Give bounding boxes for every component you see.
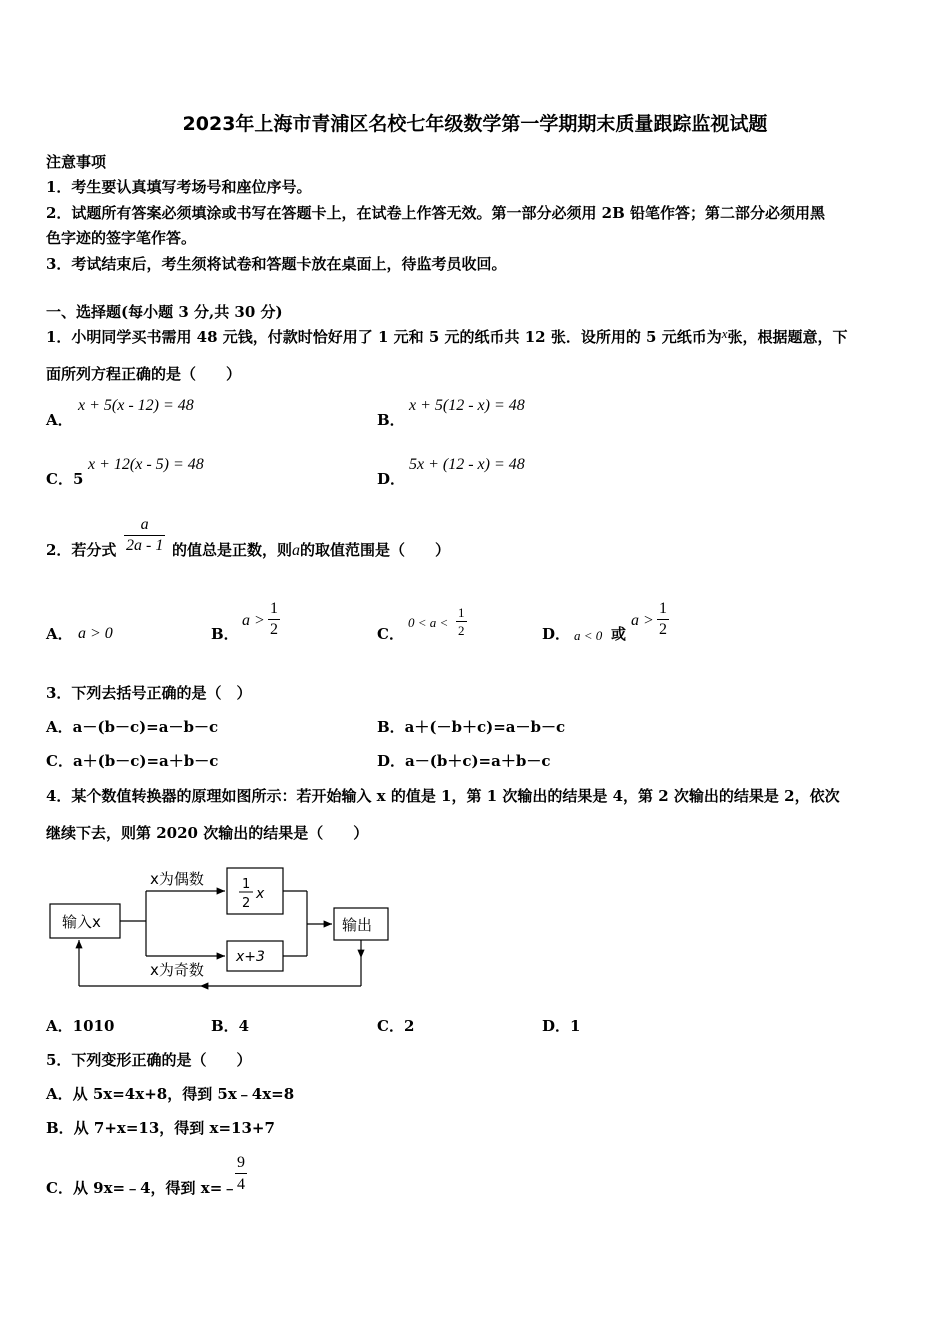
q3-option-b: B．a＋(－b＋c)=a－b－c <box>377 718 566 736</box>
q1-option-c-label: C．5 <box>46 470 84 488</box>
notice-item-1: 1．考生要认真填写考场号和座位序号。 <box>46 178 312 196</box>
q2-variable: a <box>292 542 301 559</box>
q2-fraction <box>124 515 165 556</box>
q1-option-c-expr: x + 12(x - 5) = 48 <box>88 456 204 473</box>
q2-option-d-expr1: a < 0 <box>574 628 603 643</box>
q1-option-d-expr: 5x + (12 - x) = 48 <box>409 456 525 473</box>
q4-odd-label: x为奇数 <box>150 961 204 979</box>
q3-option-a: A．a－(b－c)=a－b－c <box>46 718 219 736</box>
page-title: 2023年上海市青浦区名校七年级数学第一学期期末质量跟踪监视试题 <box>182 113 768 135</box>
q2-option-d-num: 1 <box>659 600 667 617</box>
q1-option-d-label: D． <box>377 470 406 488</box>
q2-stem-rest <box>172 540 450 561</box>
q2-option-c-num: 1 <box>458 605 465 620</box>
q2-option-b-num: 1 <box>270 600 278 617</box>
q3-stem: 3．下列去括号正确的是（ ） <box>46 684 252 702</box>
q2-option-c-den: 2 <box>458 623 465 638</box>
q2-option-c-label: C． <box>377 625 404 643</box>
q4-even-label: x为偶数 <box>150 870 204 888</box>
q3-option-c: C．a＋(b－c)=a＋b－c <box>46 752 219 770</box>
q1-option-a-label: A． <box>46 411 73 429</box>
q2-option-c-lhs: 0 < a < <box>408 615 449 630</box>
q4-option-d: D．1 <box>542 1017 581 1035</box>
q2-option-a-label: A． <box>46 625 73 643</box>
q4-flowchart <box>40 858 400 998</box>
q2-option-d-den: 2 <box>659 621 667 638</box>
q2-option-d-lhs: a > <box>631 612 654 629</box>
q4-plus3-label: x+3 <box>236 949 265 965</box>
q1-option-b-label: B． <box>377 411 405 429</box>
q5-option-c-den: 4 <box>235 1173 247 1195</box>
q2-option-b-lhs: a > <box>242 612 265 629</box>
q4-half-den: 2 <box>242 896 251 911</box>
q5-option-a: A．从 5x=4x+8，得到 5x﹣4x=8 <box>46 1085 295 1103</box>
q1-stem-end: 张，根据题意，下 <box>727 328 848 346</box>
q5-option-c-frac <box>235 1152 247 1195</box>
section-heading: 一、选择题(每小题 3 分,共 30 分) <box>46 303 283 321</box>
q2-fraction-den: 2a - 1 <box>126 537 164 554</box>
q4-half-num: 1 <box>242 877 251 892</box>
q1-stem-line2: 面所列方程正确的是（ ） <box>46 365 242 383</box>
q5-option-c: C．从 9x=﹣4，得到 x=﹣ <box>46 1179 238 1197</box>
q2-option-d-frac <box>657 599 669 640</box>
q4-option-b: B．4 <box>211 1017 250 1035</box>
q4-input-label: 输入x <box>62 913 101 931</box>
notice-item-3: 3．考试结束后，考生须将试卷和答题卡放在桌面上，待监考员收回。 <box>46 255 507 273</box>
q2-middle: 的值总是正数，则 <box>172 541 293 559</box>
notice-item-2-cont: 色字迹的签字笔作答。 <box>46 229 197 247</box>
q4-option-a: A．1010 <box>46 1017 115 1035</box>
q4-output-label: 输出 <box>342 916 373 934</box>
q2-option-d-label: D． <box>542 625 571 643</box>
q4-stem-line2: 继续下去，则第 2020 次输出的结果是（ ） <box>46 824 369 842</box>
q2-option-b-frac <box>268 599 280 640</box>
q2-option-d-or: 或 <box>611 625 627 643</box>
q1-stem-text: 1．小明同学买书需用 48 元钱，付款时恰好用了 1 元和 5 元的纸币共 12 张．设所用的 5 元纸币为 <box>46 328 722 346</box>
notice-heading: 注意事项 <box>46 153 107 171</box>
q1-option-a-expr: x + 5(x - 12) = 48 <box>78 397 194 414</box>
q4-half-var: x <box>256 886 265 902</box>
q2-prefix: 2．若分式 <box>46 541 117 559</box>
q4-stem-line1: 4．某个数值转换器的原理如图所示：若开始输入 x 的值是 1，第 1 次输出的结果是 4，第 2 次输出的结果是 2，依次 <box>46 787 840 805</box>
q2-option-c-frac <box>456 604 467 639</box>
q4-half-box <box>227 868 283 914</box>
q2-fraction-num: a <box>140 516 149 533</box>
q5-option-b: B．从 7+x=13，得到 x=13+7 <box>46 1119 275 1137</box>
q2-option-b-den: 2 <box>270 621 278 638</box>
q5-stem: 5．下列变形正确的是（ ） <box>46 1051 252 1069</box>
q2-option-b-label: B． <box>211 625 239 643</box>
q5-option-c-num: 9 <box>237 1154 245 1171</box>
q3-option-d: D．a－(b＋c)=a＋b－c <box>377 752 551 770</box>
q2-suffix: 的取值范围是（ ） <box>300 541 451 559</box>
q4-option-c: C．2 <box>377 1017 415 1035</box>
notice-item-2: 2．试题所有答案必须填涂或书写在答题卡上，在试卷上作答无效。第一部分必须用 2B 铅笔作答；第二部分必须用黑 <box>46 204 826 222</box>
q1-variable: x <box>721 326 728 341</box>
q2-option-a-expr: a > 0 <box>78 625 113 642</box>
q1-option-b-expr: x + 5(12 - x) = 48 <box>409 397 525 414</box>
q1-stem-line1 <box>46 327 848 348</box>
